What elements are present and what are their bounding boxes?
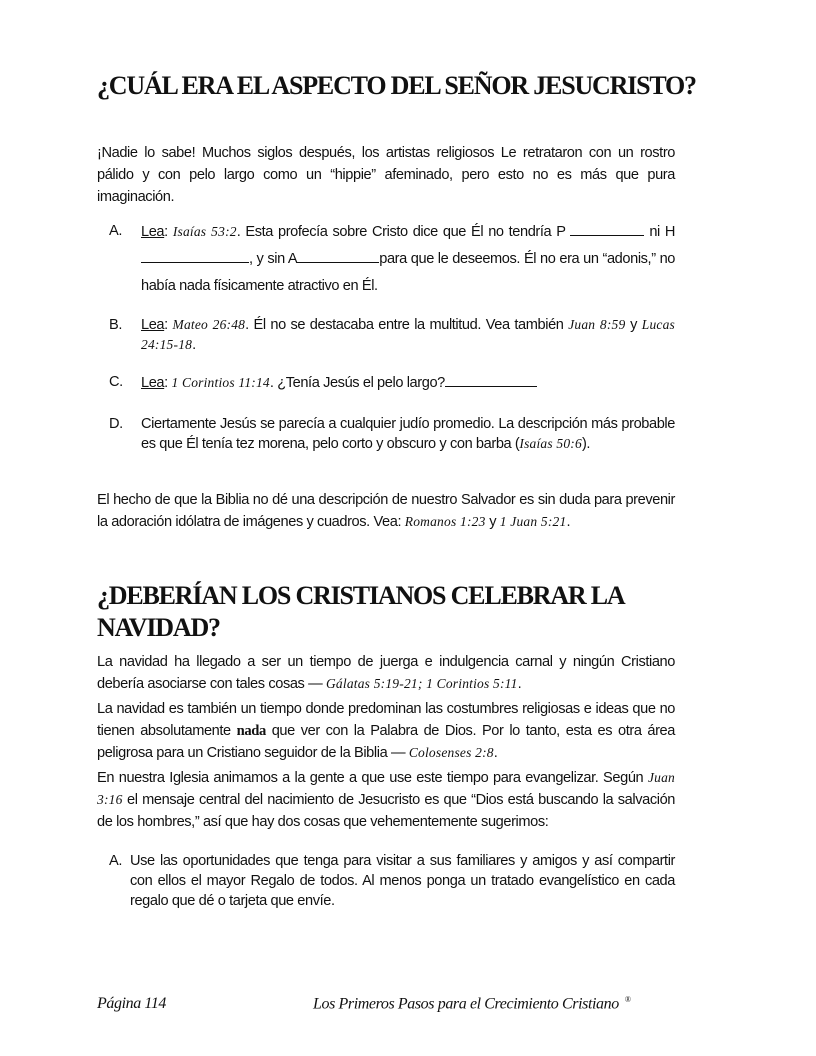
paragraph-text: . [493, 745, 498, 761]
lea-label: Lea [141, 224, 165, 240]
item-text: para que le deseemos. Él no era un “adonis,” no había nada físicamente atractivo en Él. [141, 251, 676, 294]
item-text: . Él no se destacaba entre la multitud. Vea también [245, 317, 564, 333]
scripture-ref: Isaías 50:6 [519, 436, 582, 451]
item-label: D. [109, 416, 123, 432]
paragraph-text: La navidad es también un tiempo donde predominan las costumbres religiosas e ideas que no tienen absolutamente [97, 701, 675, 739]
answer-blank[interactable] [141, 248, 249, 263]
scripture-ref: Juan 8:59 [568, 317, 626, 332]
navidad-paragraph-2 [97, 698, 675, 764]
closing-paragraph [97, 489, 675, 533]
lea-label: Lea [141, 375, 165, 391]
answer-blank[interactable] [570, 221, 644, 236]
emphasis-nada: nada [236, 723, 266, 739]
paragraph-text: que ver con la Palabra de Dios. Por lo tanto, esta es otra área peligrosa para un Cristiano seguidor de la Biblia — [97, 723, 675, 761]
item-text: y [630, 317, 638, 333]
item-text: Ciertamente Jesús se parecía a cualquier judío promedio. La descripción más probable es que Él tenía tez morena, pelo corto y obscuro y con barba ( [141, 416, 675, 452]
scripture-ref: Juan 3:16 [97, 770, 675, 807]
paragraph-text: y [489, 514, 497, 530]
paragraph-text: el mensaje central del nacimiento de Jesucristo es que “Dios está buscando la salvación de los hombres,” así que hay dos cosas que vehementemente sugerimos: [97, 792, 675, 830]
item-label: C. [109, 374, 123, 390]
navidad-paragraph-1 [97, 651, 675, 695]
paragraph-text: El hecho de que la Biblia no dé una descripción de nuestro Salvador es sin duda para prevenir la adoración idólatra de imágenes y cuadros. Vea: [97, 492, 675, 530]
scripture-ref: Romanos 1:23 [404, 514, 486, 529]
paragraph-text: En nuestra Iglesia animamos a la gente a que use este tiempo para evangelizar. Según [97, 770, 644, 786]
section-title-aspecto: ¿CUÁL ERA EL ASPECTO DEL SEÑOR JESUCRISTO? [97, 71, 696, 100]
item-text: , y sin A [249, 251, 298, 267]
scripture-ref: Isaías 53:2 [172, 224, 237, 239]
list-item-d [109, 414, 675, 454]
registered-mark: ® [624, 995, 631, 1004]
list-item-navidad-a [109, 851, 675, 911]
item-text: . [192, 337, 196, 353]
item-text: . ¿Tenía Jesús el pelo largo? [269, 375, 445, 391]
scripture-ref: Gálatas 5:19-21; 1 Corintios 5:11 [325, 676, 518, 691]
item-label: A. [109, 223, 122, 239]
paragraph-text: La navidad ha llegado a ser un tiempo de juerga e indulgencia carnal y ningún Cristiano debería asociarse con tales cosas — [97, 654, 675, 692]
list-item-a: A. Lea: Isaías 53:2. Esta profecía sobre Cristo dice que Él no tendría P ni H, y sin A para que le deseemos. Él no era un “adonis,” no había nada físicamente atractivo en Él. [109, 218, 675, 300]
item-text: . Esta profecía sobre Cristo dice que Él no tendría P [236, 224, 566, 240]
lea-label: Lea [141, 317, 165, 333]
scripture-ref: 1 Juan 5:21 [499, 514, 567, 529]
footer-page-number: Página 114 [97, 995, 167, 1012]
navidad-paragraph-3 [97, 767, 675, 833]
section-title-navidad: ¿DEBERÍAN LOS CRISTIANOS CELEBRAR LA NAVIDAD? [97, 581, 624, 642]
item-label: B. [109, 317, 122, 333]
item-text: Use las oportunidades que tenga para visitar a sus familiares y amigos y así compartir con ellos el mayor Regalo de todos. Al menos ponga un tratado evangelístico en cada regalo que dé o tarjeta que envíe. [130, 853, 675, 909]
scripture-ref: Mateo 26:48 [172, 317, 246, 332]
scripture-ref: 1 Corintios 11:14 [171, 375, 270, 390]
answer-blank[interactable] [445, 372, 537, 387]
paragraph-text: . [566, 514, 571, 530]
scripture-ref: Colosenses 2:8 [408, 745, 494, 760]
list-item-c: C. Lea: 1 Corintios 11:14. ¿Tenía Jesús el pelo largo? [109, 372, 675, 393]
answer-blank[interactable] [297, 248, 379, 263]
intro-paragraph: ¡Nadie lo sabe! Muchos siglos después, los artistas religiosos Le retrataron con un rostro pálido y con pelo largo como un “hippie” afeminado, pero esto no es más que pura imaginación. [97, 145, 675, 205]
footer-book-title [313, 995, 631, 1013]
list-item-b: B. Lea: Mateo 26:48. Él no se destacaba entre la multitud. Vea también Juan 8:59 y Lucas 24:15-18. [109, 317, 675, 353]
book-title-text: Los Primeros Pasos para el Crecimiento Cristiano [313, 995, 619, 1013]
item-label: A. [109, 853, 122, 869]
paragraph-text: . [517, 676, 522, 692]
item-text: ni H [649, 224, 676, 240]
scripture-ref: Lucas 24:15-18 [141, 317, 675, 352]
item-text: ). [581, 436, 591, 452]
